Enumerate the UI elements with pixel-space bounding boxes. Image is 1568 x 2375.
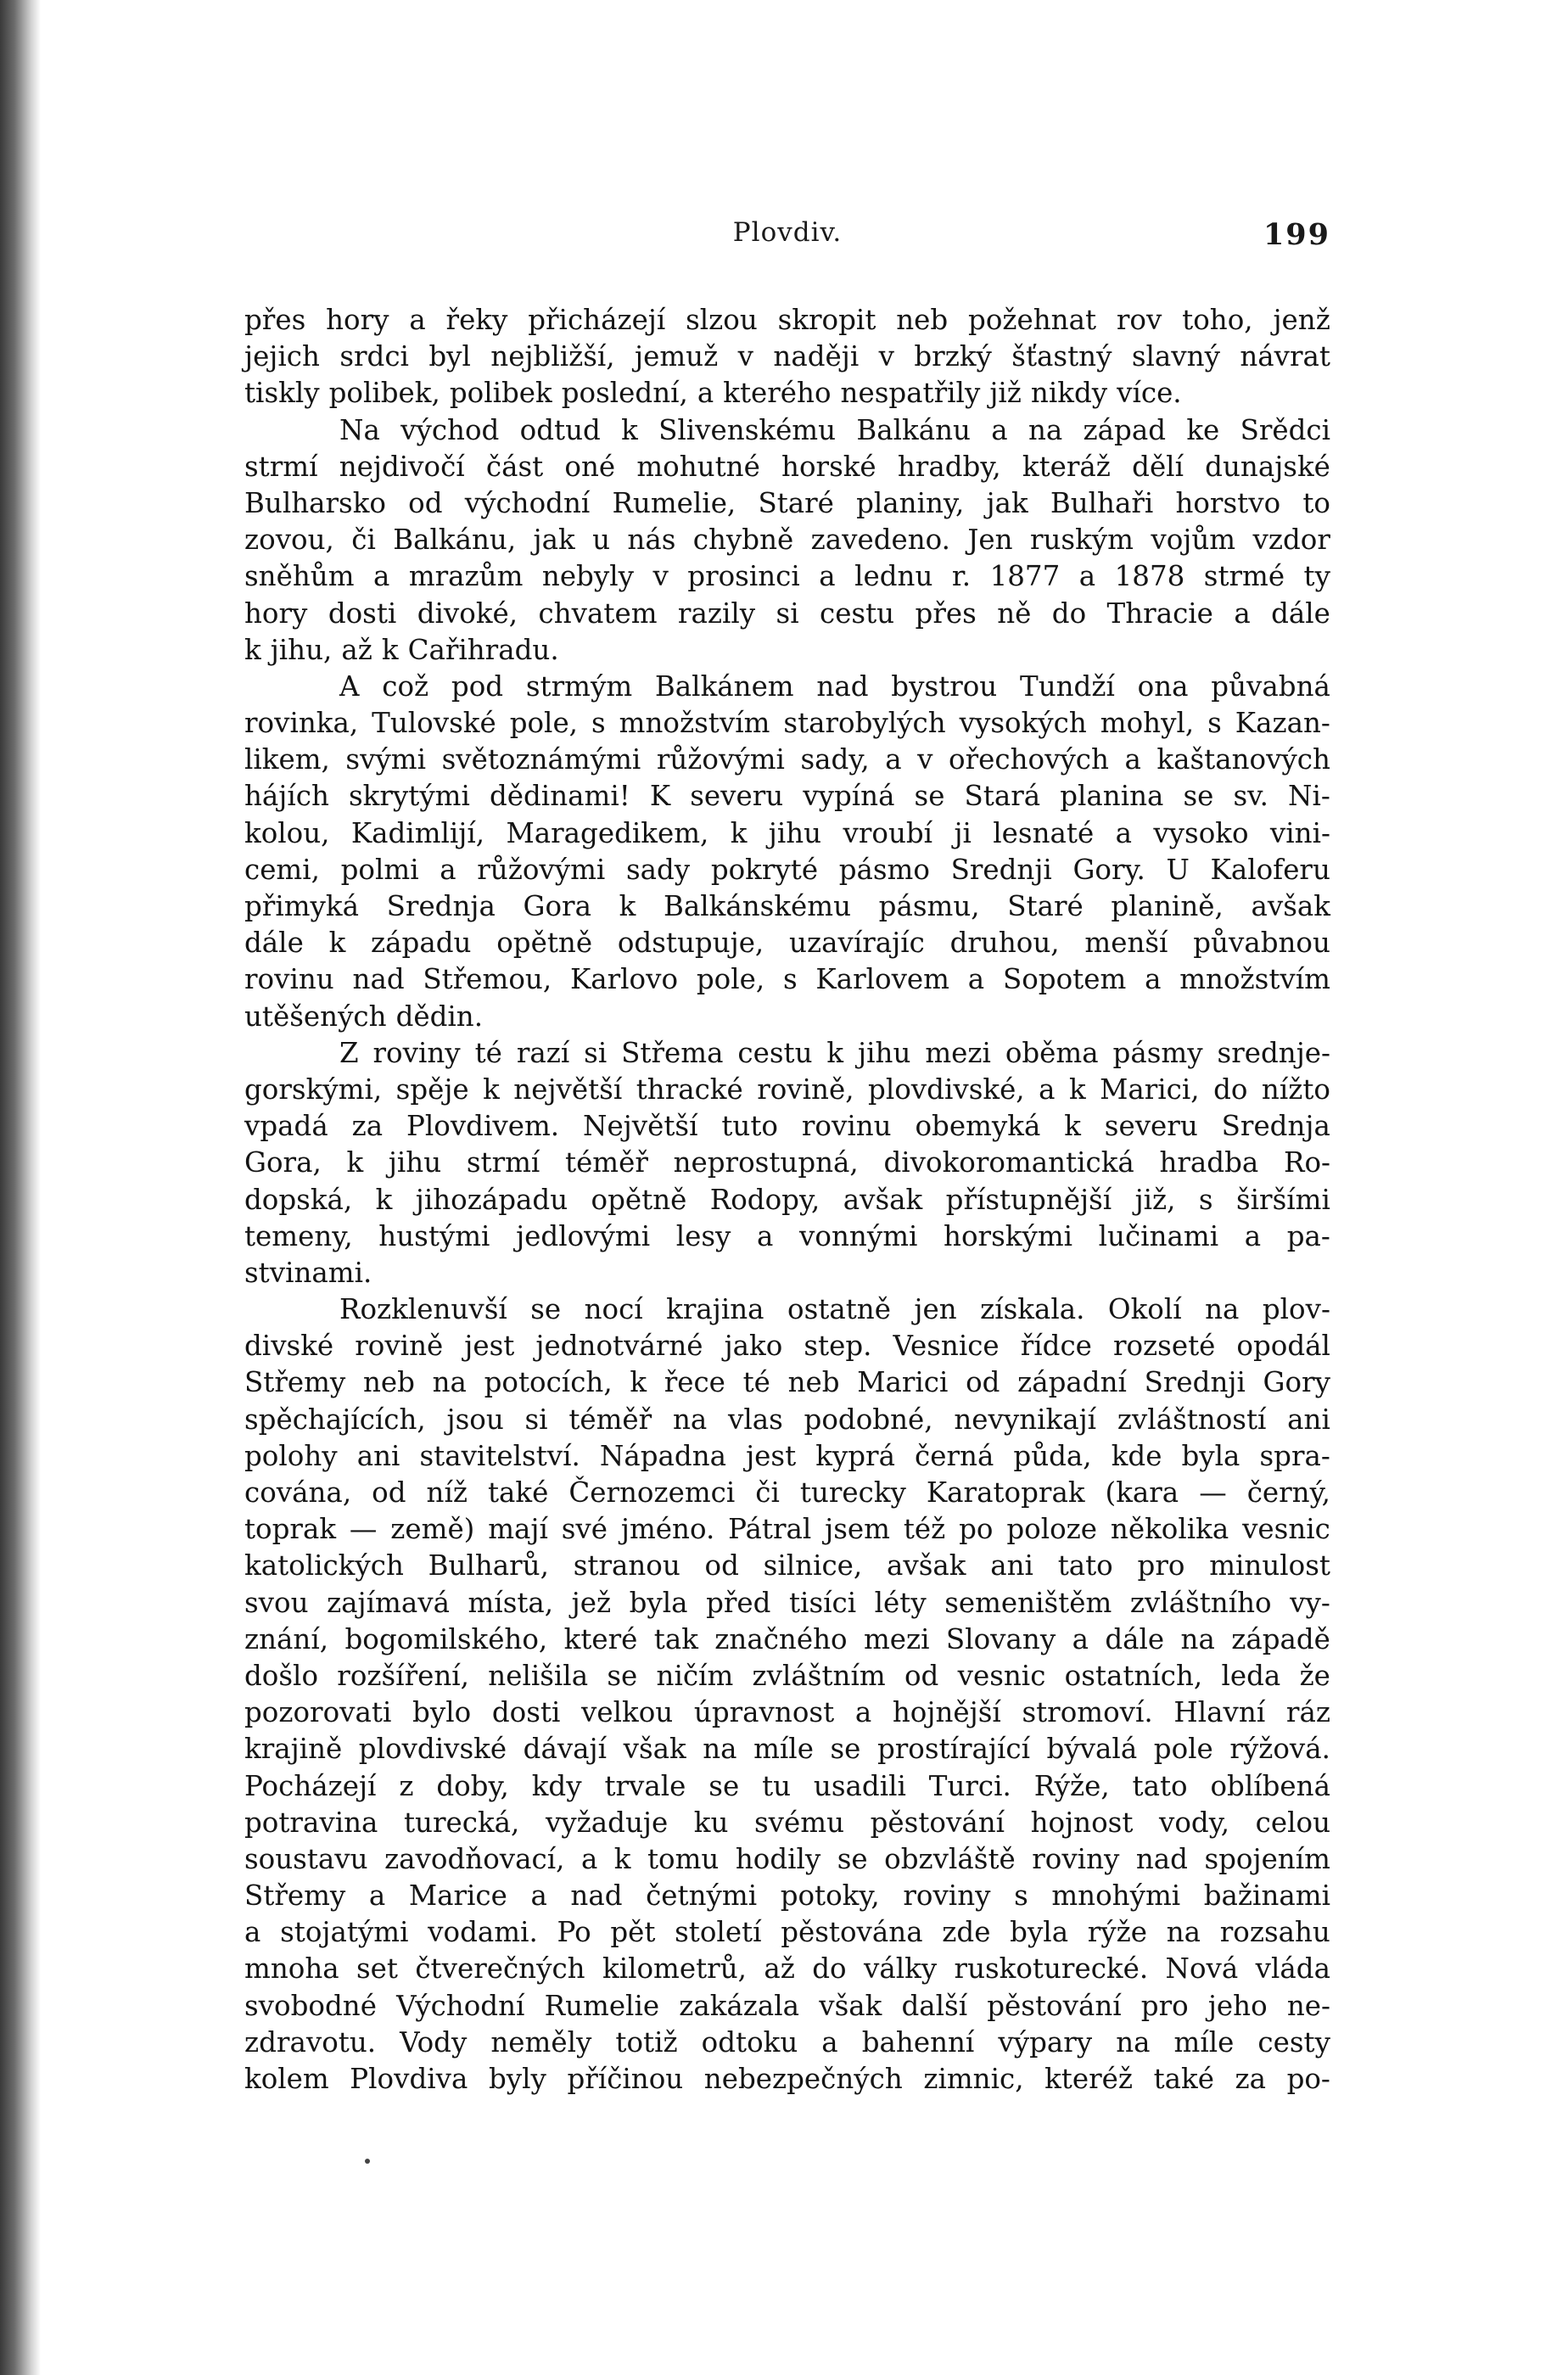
text-line: Na východ odtud k Slivenskému Balkánu a na západ ke Srědci [339, 413, 1330, 446]
text-line: dále k západu opětně odstupuje, uzavírajíc druhou, menší půvabnou [244, 927, 1330, 960]
text-line: jejich srdci byl nejbližší, jemuž v naději v brzký šťastný slavný návrat [244, 340, 1330, 373]
running-header [244, 217, 1330, 258]
text-line: strmí nejdivočí část oné mohutné horské hradby, kteráž dělí dunajské [244, 450, 1330, 483]
text-line: cována, od níž také Černozemci či turecky Karatoprak (kara — černý, [244, 1476, 1330, 1509]
text-line: kolem Plovdiva byly příčinou nebezpečných zimnic, kteréž také za po- [244, 2063, 1330, 2095]
text-line: likem, svými světoznámými růžovými sady, a v ořechových a kaštanových [244, 743, 1330, 776]
text-line: sněhům a mrazům nebyly v prosinci a lednu r. 1877 a 1878 strmé ty [244, 560, 1330, 593]
text-line: rovinka, Tulovské pole, s množstvím starobylých vysokých mohyl, s Kazan- [244, 707, 1330, 740]
text-line: spěchajících, jsou si téměř na vlas podobné, nevynikají zvláštností ani [244, 1403, 1330, 1436]
text-line: znání, bogomilského, které tak značného mezi Slovany a dále na západě [244, 1622, 1330, 1655]
text-line: Střemy neb na potocích, k řece té neb Marici od západní Srednji Gory [244, 1366, 1330, 1399]
text-line: polohy ani stavitelství. Nápadna jest kyprá černá půda, kde byla spra- [244, 1439, 1330, 1472]
text-line: potravina turecká, vyžaduje ku svému pěstování hojnost vody, celou [244, 1806, 1330, 1839]
text-line: soustavu zavodňovací, a k tomu hodily se obzvláště roviny nad spojením [244, 1842, 1330, 1875]
text-line: Bulharsko od východní Rumelie, Staré planiny, jak Bulhaři horstvo to [244, 486, 1330, 519]
text-line: utěšených dědin. [244, 1000, 484, 1033]
text-line: divské rovině jest jednotvárné jako step. Vesnice řídce rozseté opodál [244, 1330, 1330, 1363]
text-line: kolou, Kadimlijí, Maragedikem, k jihu vroubí ji lesnaté a vysoko vini- [244, 816, 1330, 849]
text-line: mnoha set čtverečných kilometrů, až do války ruskoturecké. Nová vláda [244, 1952, 1330, 1986]
text-line: hory dosti divoké, chvatem razily si cestu přes ně do Thracie a dále [244, 597, 1330, 630]
text-line: stvinami. [244, 1256, 372, 1289]
text-line: přes hory a řeky přicházejí slzou skropit neb požehnat rov toho, jenž [244, 304, 1330, 336]
text-line: zdravotu. Vody neměly totiž odtoku a bahenní výpary na míle cesty [244, 2025, 1330, 2059]
text-line: a stojatými vodami. Po pět století pěstována zde byla rýže na rozsahu [244, 1916, 1330, 1949]
text-line: temeny, hustými jedlovými lesy a vonnými horskými lučinami a pa- [244, 1219, 1330, 1252]
text-line: svou zajímavá místa, jež byla před tisíci léty semeništěm zvláštního vy- [244, 1586, 1330, 1619]
body-text [244, 302, 1330, 2098]
text-line: vpadá za Plovdivem. Největší tuto rovinu obemyká k severu Srednja [244, 1110, 1330, 1143]
text-line: zovou, či Balkánu, jak u nás chybně zavedeno. Jen ruským vojům vzdor [244, 524, 1330, 557]
text-line: Gora, k jihu strmí téměř neprostupná, divokoromantická hradba Ro- [244, 1146, 1330, 1179]
text-line: dopská, k jihozápadu opětně Rodopy, avšak přístupnější již, s širšími [244, 1183, 1330, 1216]
text-line: Z roviny té razí si Střema cestu k jihu mezi oběma pásmy srednje- [339, 1036, 1330, 1069]
text-line: Střemy a Marice a nad četnými potoky, roviny s mnohými bažinami [244, 1879, 1330, 1913]
text-line: gorskými, spěje k největší thracké rovině, plovdivské, a k Marici, do nížto [244, 1073, 1330, 1106]
text-line: hájích skrytými dědinami! K severu vypíná se Stará planina se sv. Ni- [244, 780, 1330, 813]
text-line: Pocházejí z doby, kdy trvale se tu usadili Turci. Rýže, tato oblíbená [244, 1769, 1330, 1802]
running-title: Plovdiv. [732, 217, 843, 248]
scan-shadow-left-edge [0, 0, 41, 2375]
text-line: rovinu nad Střemou, Karlovo pole, s Karlovem a Sopotem a množstvím [244, 963, 1330, 996]
text-line: tiskly polibek, polibek poslední, a kterého nespatřily již nikdy více. [244, 377, 1182, 410]
text-line: katolických Bulharů, stranou od silnice, avšak ani tato pro minulost [244, 1549, 1330, 1582]
text-line: A což pod strmým Balkánem nad bystrou Tundží ona půvabná [339, 669, 1330, 703]
text-line: krajině plovdivské dávají však na míle se prostírající bývalá pole rýžová. [244, 1733, 1330, 1766]
text-line: Rozklenuvší se nocí krajina ostatně jen získala. Okolí na plov- [339, 1293, 1330, 1326]
text-line: svobodné Východní Rumelie zakázala však další pěstování pro jeho ne- [244, 1989, 1330, 2022]
text-line: došlo rozšíření, nelišila se ničím zvláštním od vesnic ostatních, leda že [244, 1659, 1330, 1692]
page-number: 199 [1263, 217, 1330, 252]
text-line: přimyká Srednja Gora k Balkánskému pásmu, Staré planině, avšak [244, 890, 1330, 922]
text-line: pozorovati bylo dosti velkou úpravnost a hojnější stromoví. Hlavní ráz [244, 1696, 1330, 1729]
text-line: toprak — země) mají své jméno. Pátral jsem též po poloze několika vesnic [244, 1513, 1330, 1546]
text-line: cemi, polmi a růžovými sady pokryté pásmo Srednji Gory. U Kaloferu [244, 853, 1330, 886]
print-speck [365, 2159, 370, 2164]
text-line: k jihu, až k Cařihradu. [244, 633, 559, 666]
